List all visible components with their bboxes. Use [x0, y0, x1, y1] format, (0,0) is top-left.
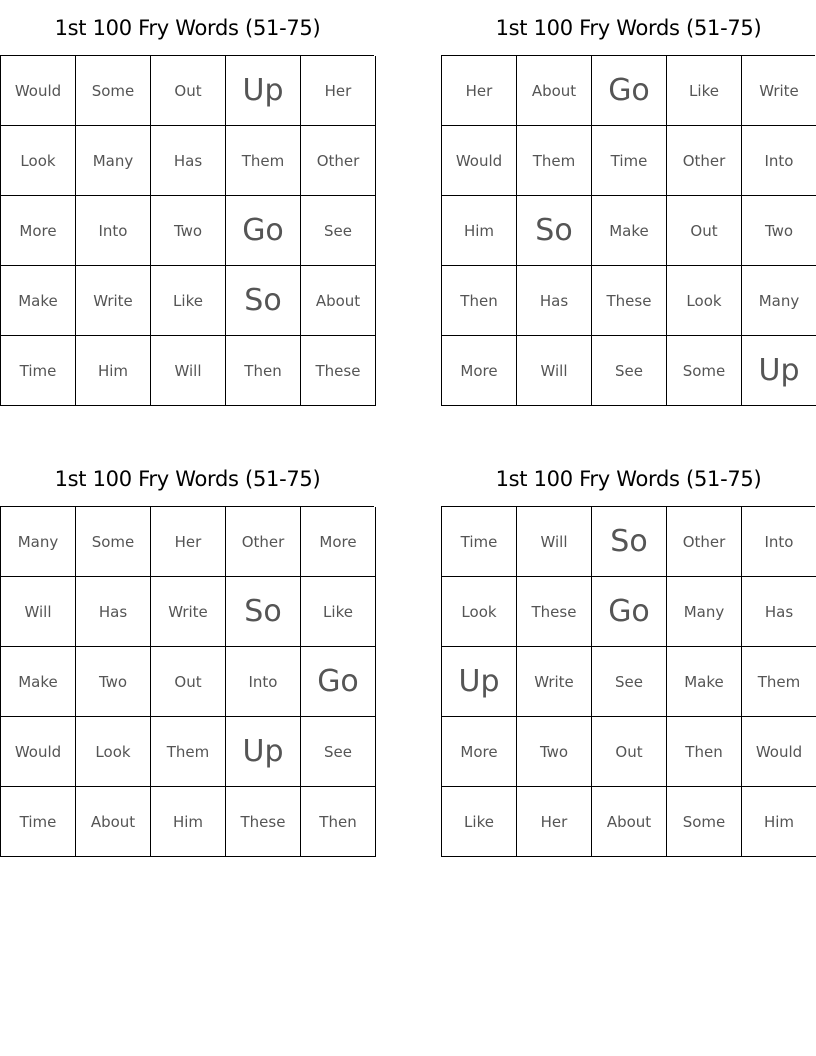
- bingo-grid: [441, 55, 815, 406]
- word-cell: Look: [667, 266, 742, 336]
- word-cell: Go: [592, 577, 667, 647]
- word-cell: Out: [592, 717, 667, 787]
- word-cell: Him: [76, 336, 151, 406]
- word-cell: Like: [151, 266, 226, 336]
- word-cell: Has: [742, 577, 816, 647]
- bingo-card: [441, 0, 816, 406]
- bingo-grid: [0, 506, 374, 857]
- word-cell: Make: [1, 266, 76, 336]
- word-cell: Write: [151, 577, 226, 647]
- word-cell: Out: [667, 196, 742, 266]
- word-cell: More: [442, 336, 517, 406]
- word-cell: Him: [442, 196, 517, 266]
- word-cell: Two: [517, 717, 592, 787]
- word-cell: Her: [151, 507, 226, 577]
- word-cell: Two: [742, 196, 816, 266]
- word-cell: Look: [442, 577, 517, 647]
- word-cell: Time: [1, 336, 76, 406]
- word-cell: Then: [667, 717, 742, 787]
- word-cell: These: [517, 577, 592, 647]
- word-cell: Will: [151, 336, 226, 406]
- word-cell: Will: [517, 507, 592, 577]
- word-cell: Then: [301, 787, 376, 857]
- word-cell: Other: [667, 126, 742, 196]
- word-cell: Up: [742, 336, 816, 406]
- word-cell: About: [517, 56, 592, 126]
- word-cell: These: [592, 266, 667, 336]
- word-cell: These: [226, 787, 301, 857]
- card-title: 1st 100 Fry Words (51-75): [495, 16, 762, 40]
- word-cell: Some: [667, 336, 742, 406]
- word-cell: So: [517, 196, 592, 266]
- word-cell: Them: [226, 126, 301, 196]
- card-title: 1st 100 Fry Words (51-75): [54, 16, 321, 40]
- word-cell: See: [301, 196, 376, 266]
- word-cell: So: [226, 577, 301, 647]
- word-cell: Other: [301, 126, 376, 196]
- word-cell: Many: [76, 126, 151, 196]
- word-cell: Her: [442, 56, 517, 126]
- word-cell: About: [301, 266, 376, 336]
- word-cell: Then: [442, 266, 517, 336]
- word-cell: Will: [517, 336, 592, 406]
- word-cell: Into: [226, 647, 301, 717]
- bingo-grid: [0, 55, 374, 406]
- word-cell: About: [592, 787, 667, 857]
- word-cell: Other: [667, 507, 742, 577]
- word-cell: Will: [1, 577, 76, 647]
- word-cell: Look: [1, 126, 76, 196]
- word-cell: Look: [76, 717, 151, 787]
- card-title: 1st 100 Fry Words (51-75): [495, 467, 762, 491]
- word-cell: Then: [226, 336, 301, 406]
- word-cell: Write: [76, 266, 151, 336]
- word-cell: Would: [1, 717, 76, 787]
- word-cell: Time: [592, 126, 667, 196]
- word-cell: Some: [76, 507, 151, 577]
- word-cell: Has: [517, 266, 592, 336]
- word-cell: Go: [592, 56, 667, 126]
- word-cell: Time: [442, 507, 517, 577]
- word-cell: Her: [517, 787, 592, 857]
- word-cell: Like: [442, 787, 517, 857]
- word-cell: Make: [1, 647, 76, 717]
- word-cell: These: [301, 336, 376, 406]
- word-cell: See: [301, 717, 376, 787]
- word-cell: More: [442, 717, 517, 787]
- card-title: 1st 100 Fry Words (51-75): [54, 467, 321, 491]
- word-cell: Write: [517, 647, 592, 717]
- word-cell: Him: [742, 787, 816, 857]
- word-cell: Make: [667, 647, 742, 717]
- word-cell: Out: [151, 56, 226, 126]
- word-cell: Some: [76, 56, 151, 126]
- word-cell: Would: [742, 717, 816, 787]
- word-cell: Two: [76, 647, 151, 717]
- word-cell: Him: [151, 787, 226, 857]
- word-cell: Two: [151, 196, 226, 266]
- bingo-card: [0, 451, 375, 857]
- word-cell: Has: [76, 577, 151, 647]
- word-cell: Other: [226, 507, 301, 577]
- word-cell: Into: [742, 507, 816, 577]
- word-cell: Go: [301, 647, 376, 717]
- word-cell: Into: [742, 126, 816, 196]
- word-cell: Up: [442, 647, 517, 717]
- word-cell: Them: [151, 717, 226, 787]
- word-cell: So: [592, 507, 667, 577]
- word-cell: Would: [442, 126, 517, 196]
- word-cell: Her: [301, 56, 376, 126]
- word-cell: Go: [226, 196, 301, 266]
- word-cell: Would: [1, 56, 76, 126]
- word-cell: Them: [517, 126, 592, 196]
- word-cell: Time: [1, 787, 76, 857]
- word-cell: Make: [592, 196, 667, 266]
- word-cell: Many: [1, 507, 76, 577]
- word-cell: Many: [667, 577, 742, 647]
- word-cell: Up: [226, 717, 301, 787]
- word-cell: Like: [667, 56, 742, 126]
- word-cell: Up: [226, 56, 301, 126]
- word-cell: About: [76, 787, 151, 857]
- word-cell: See: [592, 336, 667, 406]
- word-cell: So: [226, 266, 301, 336]
- bingo-grid: [441, 506, 815, 857]
- bingo-card: [0, 0, 375, 406]
- word-cell: Out: [151, 647, 226, 717]
- word-cell: More: [1, 196, 76, 266]
- word-cell: Some: [667, 787, 742, 857]
- word-cell: More: [301, 507, 376, 577]
- word-cell: Like: [301, 577, 376, 647]
- word-cell: Write: [742, 56, 816, 126]
- bingo-card: [441, 451, 816, 857]
- word-cell: Many: [742, 266, 816, 336]
- word-cell: Into: [76, 196, 151, 266]
- word-cell: Them: [742, 647, 816, 717]
- word-cell: Has: [151, 126, 226, 196]
- word-cell: See: [592, 647, 667, 717]
